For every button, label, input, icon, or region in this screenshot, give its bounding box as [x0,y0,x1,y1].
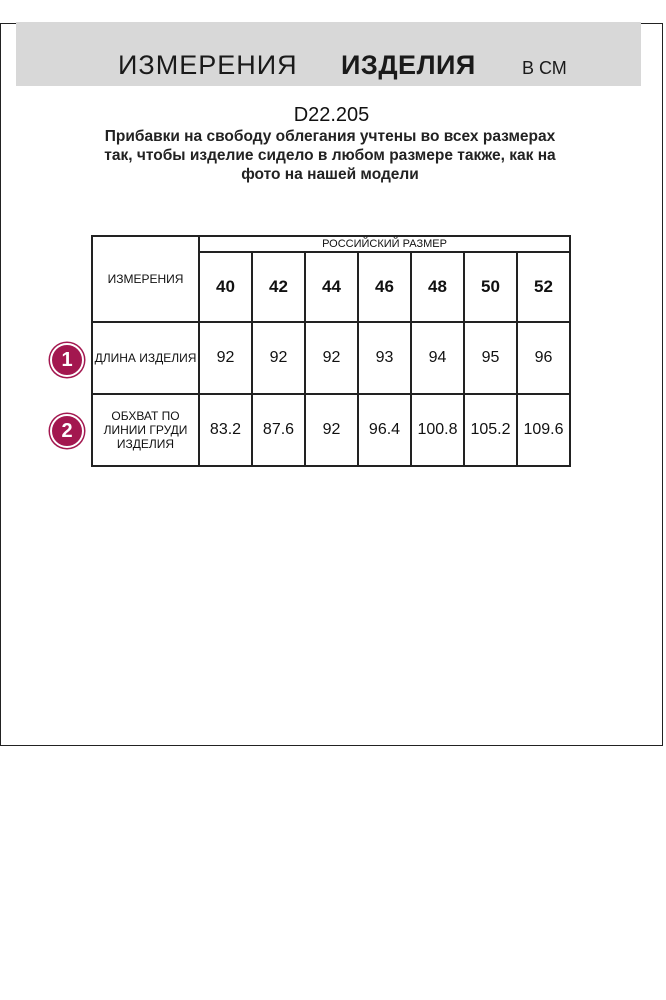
table-cell: 96 [517,322,570,394]
table-cell: 95 [464,322,517,394]
table-cell: 92 [305,394,358,466]
size-header: 50 [464,252,517,322]
size-header: 52 [517,252,570,322]
table-cell: 105.2 [464,394,517,466]
model-code: D22.205 [293,104,370,126]
measure-header: ИЗМЕРЕНИЯ [92,236,199,322]
table-cell: 93 [358,322,411,394]
table-cell: 83.2 [199,394,252,466]
row-label: ДЛИНА ИЗДЕЛИЯ [92,322,199,394]
size-header: 44 [305,252,358,322]
title-bold: ИЗДЕЛИЯ [341,50,476,80]
table-cell: 92 [252,322,305,394]
title-unit: В СМ [522,58,567,78]
table-cell: 94 [411,322,464,394]
table-cell: 96.4 [358,394,411,466]
table-cell: 87.6 [252,394,305,466]
table-header-row [92,236,570,252]
measurement-badge-2: 2 [50,414,84,448]
size-header: 40 [199,252,252,322]
fit-note: Прибавки на свободу облегания учтены во всех размерах так, чтобы изделие сидело в любом размере также, как на фото на нашей модели [104,128,556,183]
measurement-badge-1: 1 [50,343,84,377]
size-header: 46 [358,252,411,322]
table-cell: 109.6 [517,394,570,466]
table-row [92,394,570,466]
size-header: 48 [411,252,464,322]
table-cell: 92 [305,322,358,394]
table-cell: 100.8 [411,394,464,466]
size-table [91,235,571,467]
table-row [92,322,570,394]
title-regular: ИЗМЕРЕНИЯ [118,50,298,80]
size-header: 42 [252,252,305,322]
russian-size-header: РОССИЙСКИЙ РАЗМЕР [199,236,570,252]
row-label: ОБХВАТ ПО ЛИНИИ ГРУДИ ИЗДЕЛИЯ [92,394,199,466]
table-cell: 92 [199,322,252,394]
